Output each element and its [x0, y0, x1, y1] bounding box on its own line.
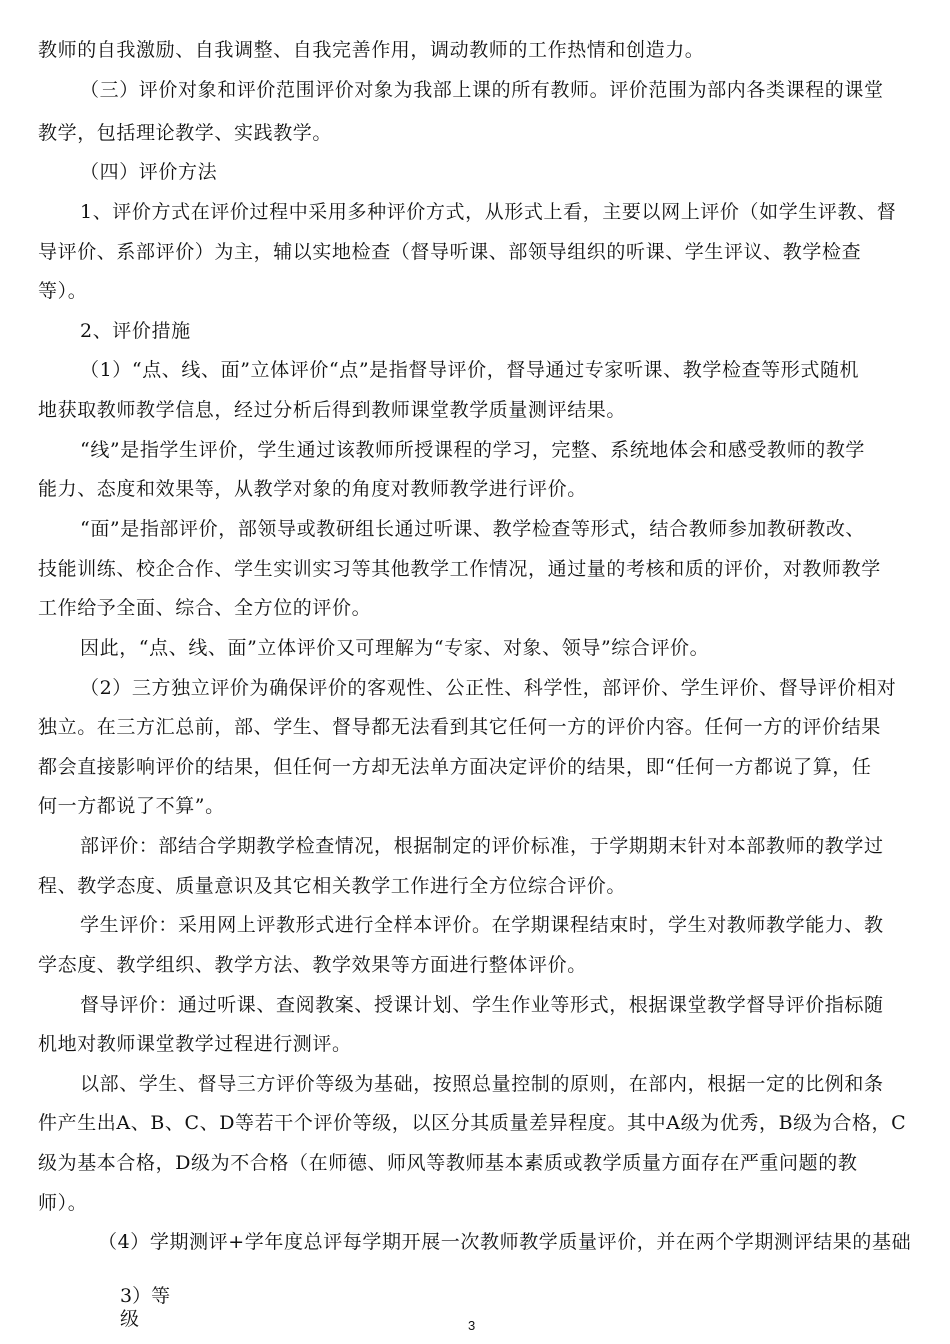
paragraph-line: “线”是指学生评价，学生通过该教师所授课程的学习，完整、系统地体会和感受教师的教学	[80, 439, 866, 461]
paragraph-line: 教师的自我激励、自我调整、自我完善作用，调动教师的工作热情和创造力。	[38, 39, 705, 61]
paragraph-line: 师）。	[38, 1192, 88, 1214]
paragraph-line: 能力、态度和效果等，从教学对象的角度对教师教学进行评价。	[38, 478, 587, 500]
section-heading: （四）评价方法	[80, 161, 218, 183]
paragraph-line: 教学，包括理论教学、实践教学。	[38, 122, 333, 144]
paragraph-line: 督导评价：通过听课、查阅教案、授课计划、学生作业等形式，根据课堂教学督导评价指标随	[80, 994, 884, 1016]
paragraph-line: 机地对教师课堂教学过程进行测评。	[38, 1033, 352, 1055]
paragraph-line: “面”是指部评价，部领导或教研组长通过听课、教学检查等形式，结合教师参加教研教改、	[80, 518, 866, 540]
paragraph-line: 都会直接影响评价的结果，但任何一方却无法单方面决定评价的结果，即“任何一方都说了算，任	[38, 756, 872, 778]
paragraph-line: （2）三方独立评价为确保评价的客观性、公正性、科学性，部评价、学生评价、督导评价相对	[80, 677, 897, 699]
paragraph-line: （4）学期测评+学年度总评每学期开展一次教师教学质量评价，并在两个学期测评结果的基础	[98, 1231, 912, 1253]
paragraph-line: 以部、学生、督导三方评价等级为基础，按照总量控制的原则，在部内，根据一定的比例和条	[80, 1073, 884, 1095]
paragraph-line: 何一方都说了不算”。	[38, 795, 225, 817]
paragraph-line: 部评价：部结合学期教学检查情况，根据制定的评价标准，于学期期末针对本部教师的教学过	[80, 835, 884, 857]
paragraph-line: （三）评价对象和评价范围评价对象为我部上课的所有教师。评价范围为部内各类课程的课堂	[80, 79, 884, 101]
section-heading: 2、评价措施	[80, 320, 191, 342]
paragraph-line: 1、评价方式在评价过程中采用多种评价方式，从形式上看，主要以网上评价（如学生评教、督	[80, 201, 897, 223]
paragraph-line: 学态度、教学组织、教学方法、教学效果等方面进行整体评价。	[38, 954, 587, 976]
paragraph-line: 技能训练、校企合作、学生实训实习等其他教学工作情况，通过量的考核和质的评价，对教师教学	[38, 558, 881, 580]
paragraph-line: （1）“点、线、面”立体评价“点”是指督导评价，督导通过专家听课、教学检查等形式随机	[80, 359, 860, 381]
paragraph-line: 学生评价：采用网上评教形式进行全样本评价。在学期课程结束时，学生对教师教学能力、教	[80, 914, 884, 936]
paragraph-line: 工作给予全面、综合、全方位的评价。	[38, 597, 372, 619]
paragraph-line: 地获取教师教学信息，经过分析后得到教师课堂教学质量测评结果。	[38, 399, 627, 421]
paragraph-line: 独立。在三方汇总前，部、学生、督导都无法看到其它任何一方的评价内容。任何一方的评价结果	[38, 716, 881, 738]
paragraph-line: 级为基本合格，D级为不合格（在师德、师风等教师基本素质或教学质量方面存在严重问题的教	[38, 1152, 858, 1174]
page-number: 3	[468, 1318, 476, 1333]
side-note-line: 3）等	[120, 1285, 171, 1307]
paragraph-line: 件产生出A、B、C、D等若干个评价等级，以区分其质量差异程度。其中A级为优秀，B级为合格，C	[38, 1112, 907, 1134]
side-note-line: 级	[120, 1308, 140, 1330]
paragraph-line: 等）。	[38, 280, 88, 302]
paragraph-line: 导评价、系部评价）为主，辅以实地检查（督导听课、部领导组织的听课、学生评议、教学检查	[38, 241, 862, 263]
paragraph-line: 程、教学态度、质量意识及其它相关教学工作进行全方位综合评价。	[38, 875, 627, 897]
paragraph-line: 因此，“点、线、面”立体评价又可理解为“专家、对象、领导”综合评价。	[80, 637, 710, 659]
